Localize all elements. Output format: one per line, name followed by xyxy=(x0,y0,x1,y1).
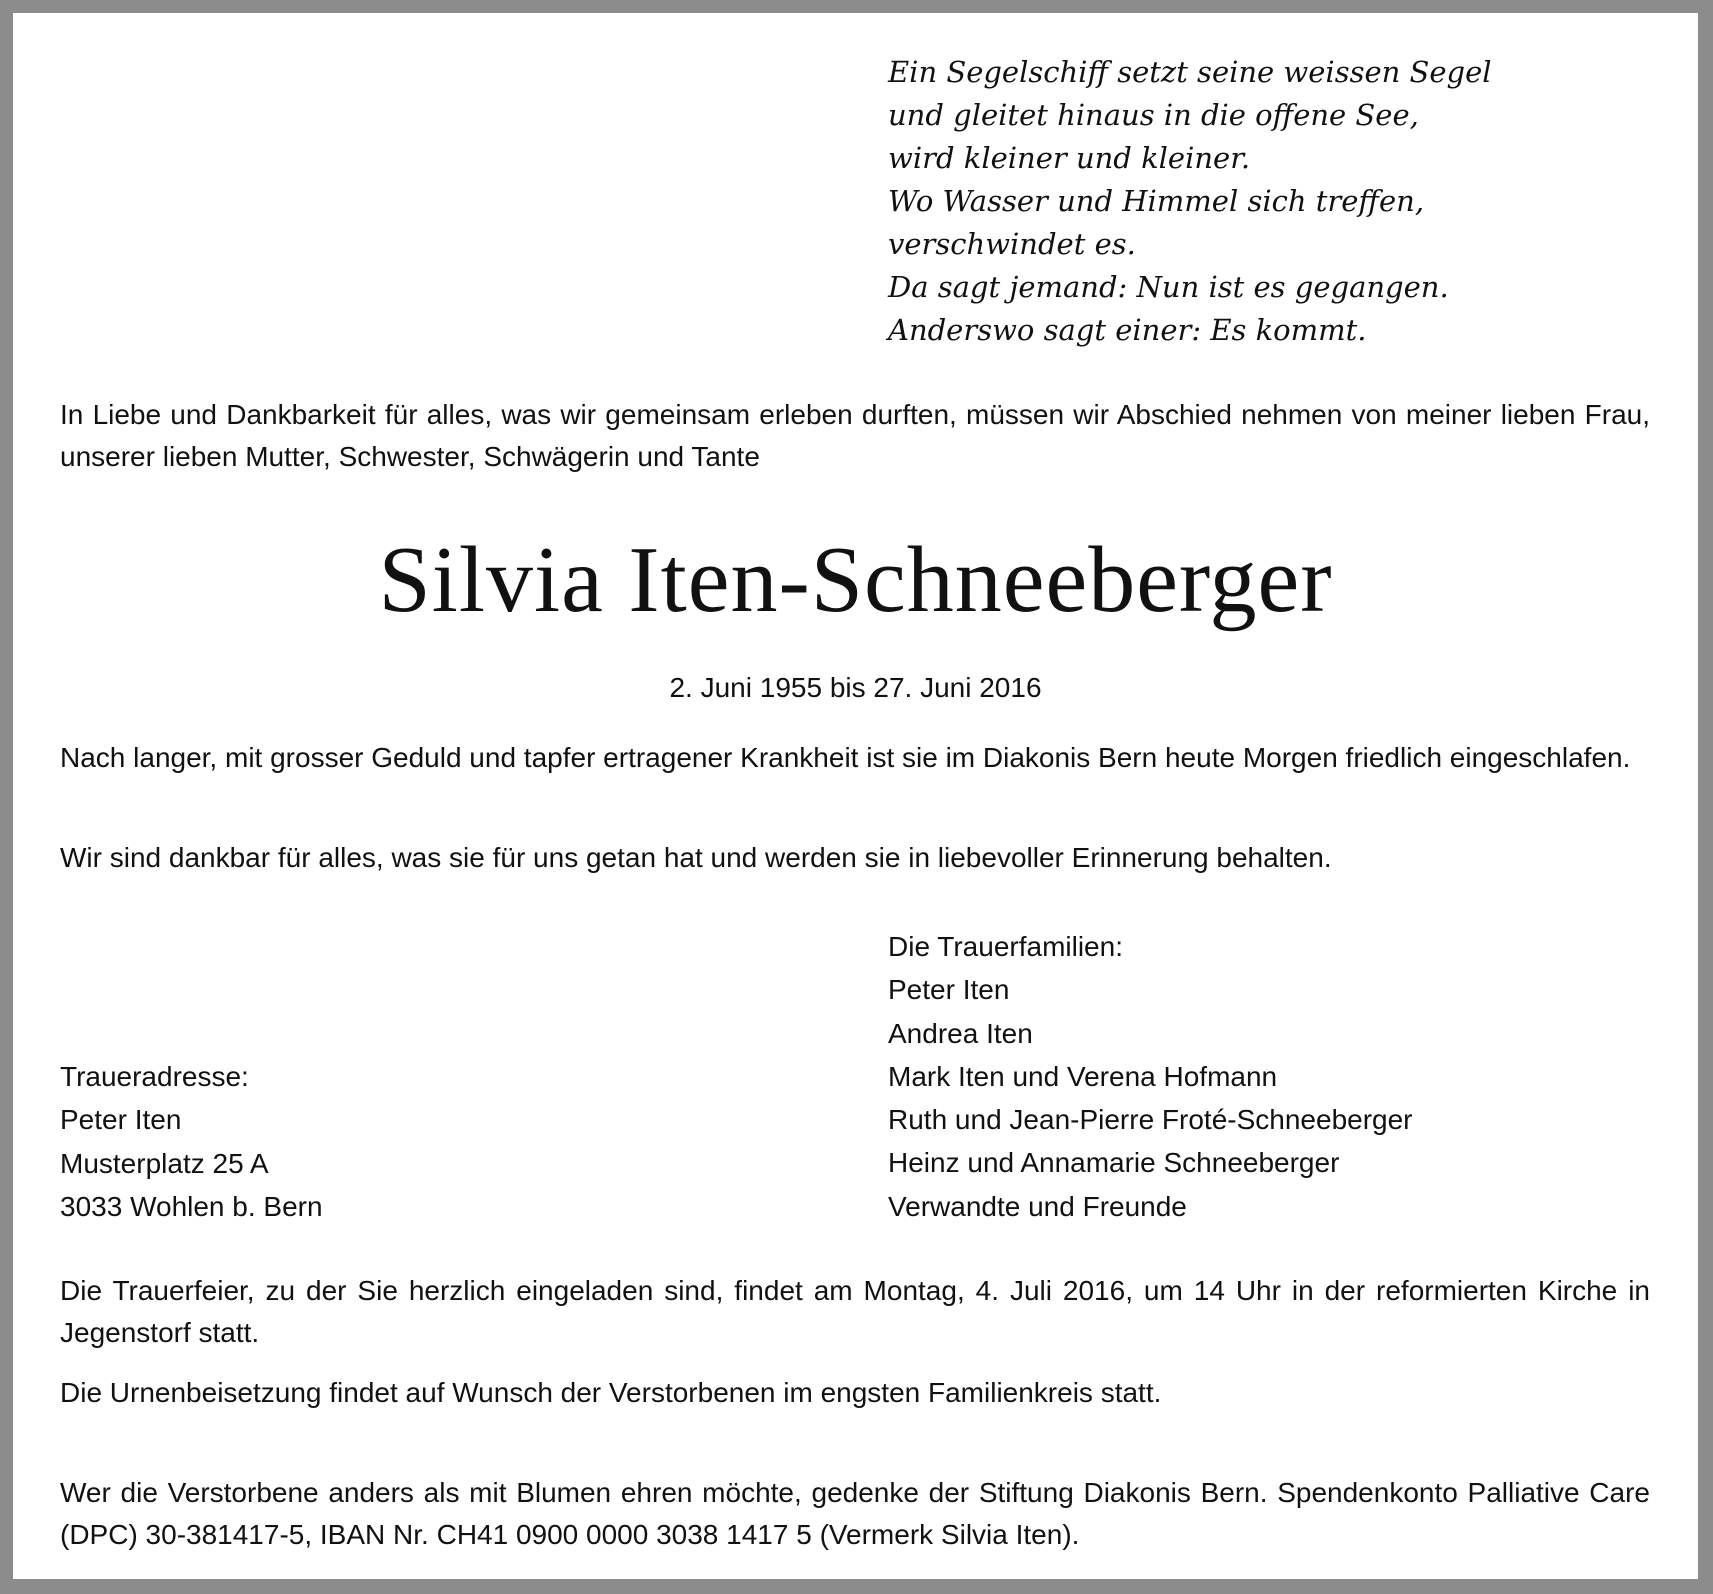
illness-paragraph: Nach langer, mit grosser Geduld und tapfer ertragener Krankheit ist sie im Diakonis Bern heute Morgen friedlich eingeschlafen. xyxy=(60,742,1631,773)
address-line: 3033 Wohlen b. Bern xyxy=(60,1190,323,1222)
life-dates: 2. Juni 1955 bis 27. Juni 2016 xyxy=(669,672,1042,703)
poem-line: Wo Wasser und Himmel sich treffen, xyxy=(888,184,1425,218)
urn-burial-paragraph: Die Urnenbeisetzung findet auf Wunsch der Verstorbenen im engsten Familienkreis statt. xyxy=(60,1377,1162,1408)
address-line: Peter Iten xyxy=(60,1104,182,1136)
poem-line: wird kleiner und kleiner. xyxy=(888,141,1251,175)
donation-paragraph: Wer die Verstorbene anders als mit Blumen ehren möchte, gedenke der Stiftung Diakonis Bern. Spendenkonto Palliative Care (DPC) 30-381417-5, IBAN Nr. CH41 0900 0000 3038 1417 5 (Vermerk Silvia Iten). xyxy=(60,1477,1650,1550)
obituary-notice xyxy=(13,13,1698,1579)
mourner-name: Mark Iten und Verena Hofmann xyxy=(888,1060,1278,1092)
poem-line: verschwindet es. xyxy=(888,227,1136,261)
mourner-name: Heinz und Annamarie Schneeberger xyxy=(888,1147,1340,1179)
poem-line: Anderswo sagt einer: Es kommt. xyxy=(888,313,1367,347)
mourner-name: Andrea Iten xyxy=(888,1017,1033,1049)
mourner-name: Peter Iten xyxy=(888,974,1010,1006)
mourner-name: Verwandte und Freunde xyxy=(888,1190,1187,1222)
mourners-list xyxy=(888,925,1413,1228)
deceased-name: Silvia Iten-Schneeberger xyxy=(378,528,1333,632)
intro-paragraph: In Liebe und Dankbarkeit für alles, was wir gemeinsam erleben durften, müssen wir Abschied nehmen von meiner lieben Frau, unserer lieben Mutter, Schwester, Schwägerin und Tante xyxy=(60,399,1650,472)
poem-line: Ein Segelschiff setzt seine weissen Segel xyxy=(888,55,1492,89)
ceremony-paragraph: Die Trauerfeier, zu der Sie herzlich eingeladen sind, findet am Montag, 4. Juli 2016, um 14 Uhr in der reformierten Kirche in Jegenstorf statt. xyxy=(60,1275,1650,1348)
poem-line: Da sagt jemand: Nun ist es gegangen. xyxy=(888,270,1449,304)
mourners-heading: Die Trauerfamilien: xyxy=(888,931,1123,962)
poem-line: und gleitet hinaus in die offene See, xyxy=(888,98,1419,132)
poem xyxy=(888,51,1492,352)
gratitude-paragraph: Wir sind dankbar für alles, was sie für uns getan hat und werden sie in liebevoller Erinnerung behalten. xyxy=(60,842,1332,873)
mourner-name: Ruth und Jean-Pierre Froté-Schneeberger xyxy=(888,1104,1413,1136)
address-line: Musterplatz 25 A xyxy=(60,1147,269,1179)
address-heading: Traueradresse: xyxy=(60,1061,249,1092)
mourning-address xyxy=(60,1055,323,1228)
